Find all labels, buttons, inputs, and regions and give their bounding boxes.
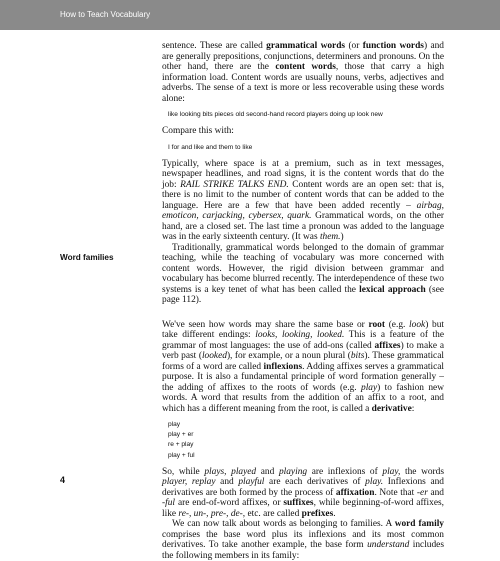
term-inflexions: inflexions: [263, 361, 303, 372]
term-affixes: affixes: [374, 340, 401, 351]
text-run: and: [215, 477, 239, 488]
italic-run: play: [361, 382, 378, 393]
term-suffixes: suffixes: [283, 498, 314, 509]
italic-run: play,: [382, 466, 401, 477]
italic-run: understand: [367, 540, 410, 551]
header-bar: [0, 0, 500, 30]
list-item: play + er: [168, 431, 194, 439]
text-run: ). These grammatical forms of a word are called: [162, 351, 444, 372]
text-run: are end-of-word affixes, or: [175, 498, 284, 509]
text-run: ) and are generally prepositions, conjunctions, determiners and pronouns. On the other hand, there are the: [162, 41, 444, 72]
text-run: :: [411, 403, 415, 414]
text-run: (see page 112).: [162, 284, 445, 305]
text-run: We've seen how words may share the same base or: [162, 319, 369, 330]
text-run: are inflexions of: [307, 466, 383, 477]
term-derivative: derivative: [371, 403, 412, 414]
italic-run: look: [409, 319, 426, 330]
text-run: (e.g.: [385, 319, 410, 330]
text-run: the words: [400, 466, 445, 477]
term-word-family: word family: [394, 519, 444, 530]
text-run: . Adding affixes serves a grammatical purpose. It is also a fundamental principle of word formation generally – the adding of affixes to the roots of words (e.g.: [162, 361, 445, 393]
compare-line: Compare this with:: [162, 126, 234, 136]
term-content-words: content words: [275, 62, 336, 72]
text-run: (or: [345, 41, 363, 51]
text-run: Grammatical words, on the other hand, are a closed set. The last time a pronoun was added to the language was in the early sixteenth century. (It was: [162, 211, 444, 242]
paragraph-word-families: [162, 320, 444, 415]
text-run: are each derivatives of: [264, 477, 366, 488]
italic-run: bits: [350, 351, 365, 361]
text-run: etc. are called: [245, 508, 302, 519]
text-run: ): [340, 232, 344, 242]
text-run: includes the following members in its family:: [162, 540, 444, 561]
text-run: ) but take different endings:: [162, 319, 444, 340]
italic-run: looked: [201, 351, 227, 361]
page-number: 4: [60, 475, 66, 485]
headline-example: RAIL STRIKE TALKS END.: [180, 179, 289, 190]
text-run: We can now talk about words as belonging to families. A: [172, 519, 395, 530]
pronoun-example: them.: [319, 232, 341, 242]
text-run: , while beginning-of-word affixes, like: [162, 498, 444, 519]
italic-run: looks, looking, looked.: [255, 330, 345, 340]
text-run: .: [333, 508, 336, 519]
text-run: sentence. These are called: [162, 41, 267, 51]
running-header-title: How to Teach Vocabulary: [60, 10, 151, 19]
text-run: ) to fashion new words. A word that results from the addition of an affix to a root, and which has a different meaning from the root, is called a: [162, 382, 444, 414]
text-run: Inflexions and derivatives are both formed by the process of: [162, 477, 444, 498]
term-grammatical-words: grammatical words: [266, 41, 346, 51]
text-run: So, while: [162, 466, 205, 477]
side-heading-word-families: Word families: [60, 253, 114, 262]
text-run: Typically, where space is at a premium, such as in text messages, newspaper headlines, and road signs, it is the content words that do the job:: [162, 158, 444, 190]
italic-run: plays, played: [204, 466, 257, 477]
text-run: comprises the base word plus its inflexions and its most common derivatives. To take another example, the base form: [162, 529, 444, 551]
term-root: root: [368, 319, 385, 330]
text-run: This is a feature of the grammar of most languages: the use of add-ons (called: [162, 330, 444, 351]
paragraph-open-set: [162, 159, 444, 243]
text-run: Content words are an open set: that is, there is no limit to the number of content words that can be added to the language. Here are a few that have been added recently –: [162, 179, 445, 211]
term-prefixes: prefixes: [301, 508, 334, 519]
example-grammatical-words: I for and like and them to like: [168, 143, 253, 151]
main-text-column: [162, 41, 444, 561]
italic-run: -er: [416, 487, 428, 498]
list-item: play + ful: [168, 451, 195, 459]
italic-run: -ful: [162, 498, 176, 509]
example-content-words: like looking bits pieces old second-hand record players doing up look new: [168, 111, 383, 118]
italic-run: play.: [365, 477, 384, 488]
text-run: ) to make a verb past (: [162, 340, 444, 361]
new-words-example: airbag, emoticon, carjacking, cybersex, quark.: [162, 200, 444, 221]
text-run: ), for example, or a noun plural (: [226, 351, 351, 361]
derivative-list: [168, 420, 444, 461]
italic-run: player, replay: [162, 477, 216, 488]
text-run: , those that carry a high information load. Content words are usually nouns, verbs, adjectives and adverbs. The sense of a text is more or less recoverable using these words alone:: [162, 62, 445, 104]
italic-run: playing: [278, 466, 308, 477]
paragraph-lexical-approach: [162, 243, 444, 306]
term-lexical-approach: lexical approach: [359, 284, 426, 295]
text-run: and: [427, 487, 444, 498]
term-function-words: function words: [362, 41, 424, 51]
text-run: and: [256, 466, 279, 477]
paragraph-grammatical-words: [162, 41, 444, 104]
list-item: re + play: [168, 441, 194, 449]
paragraph-word-family: [162, 519, 444, 561]
term-affixation: affixation: [335, 487, 375, 498]
italic-run: re-, un-, pre-, de-,: [178, 508, 246, 519]
text-run: Traditionally, grammatical words belonged to the domain of grammar teaching, while the teaching of vocabulary was more concerned with content words. However, the rigid division between grammar and vocabulary has become blurred recently. The interdependence of these two systems is a key tenet of what has been called the: [162, 242, 444, 295]
italic-run: playful: [238, 477, 265, 488]
list-item: play: [168, 421, 181, 428]
text-run: . Note that: [374, 487, 417, 498]
paragraph-affixation: [162, 467, 444, 520]
